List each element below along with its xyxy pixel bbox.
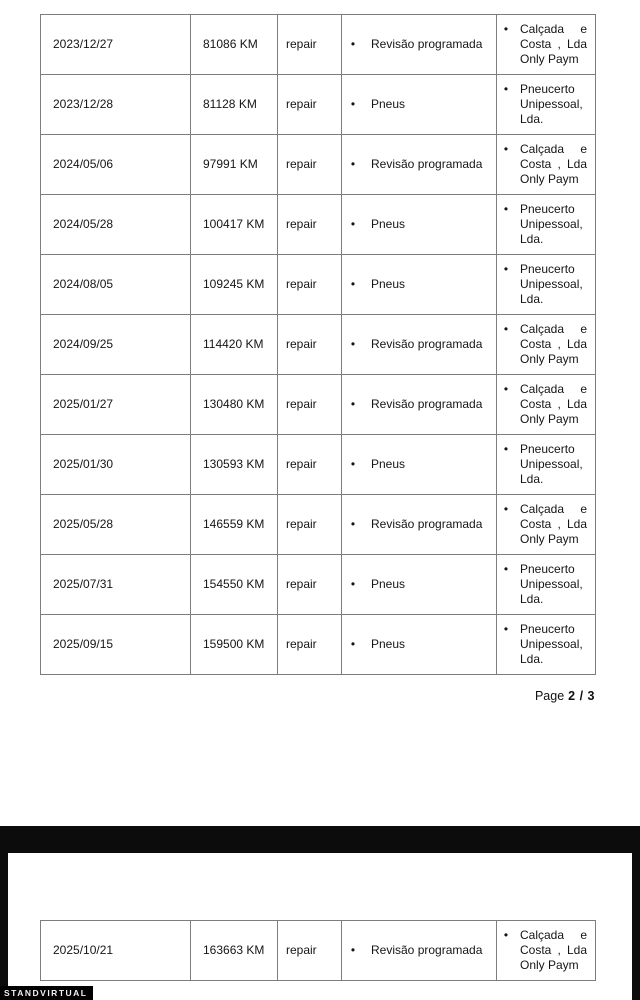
cell-kilometers: 81086 KM <box>191 15 278 75</box>
bullet-icon: • <box>503 202 509 216</box>
cell-repair-type: repair <box>278 255 342 315</box>
bullet-icon: • <box>350 457 356 471</box>
provider-label: Calçada e Costa , Lda Only Paym <box>520 928 587 972</box>
bullet-icon: • <box>350 397 356 411</box>
page-separator <box>0 826 640 853</box>
cell-kilometers: 130480 KM <box>191 375 278 435</box>
cell-service <box>342 435 497 495</box>
cell-date: 2025/01/30 <box>41 435 191 495</box>
cell-date: 2024/08/05 <box>41 255 191 315</box>
cell-service <box>342 195 497 255</box>
table-row <box>41 315 596 375</box>
provider-label: Pneucerto Unipessoal, Lda. <box>520 442 583 486</box>
service-history-table-continued <box>40 920 596 981</box>
provider-label: Pneucerto Unipessoal, Lda. <box>520 622 583 666</box>
provider-label: Pneucerto Unipessoal, Lda. <box>520 82 583 126</box>
cell-repair-type: repair <box>278 195 342 255</box>
table-row <box>41 435 596 495</box>
cell-date: 2025/05/28 <box>41 495 191 555</box>
pdf-page-3 <box>8 853 632 1000</box>
bullet-icon: • <box>350 277 356 291</box>
cell-provider <box>497 15 596 75</box>
table-row <box>41 615 596 675</box>
provider-label: Calçada e Costa , Lda Only Paym <box>520 382 587 426</box>
page-number-value: 2 / 3 <box>568 689 595 703</box>
cell-date: 2025/01/27 <box>41 375 191 435</box>
cell-repair-type: repair <box>278 435 342 495</box>
bullet-icon: • <box>503 382 509 396</box>
service-label: Revisão programada <box>371 517 483 531</box>
cell-service <box>342 555 497 615</box>
page-number <box>40 689 595 703</box>
cell-kilometers: 81128 KM <box>191 75 278 135</box>
cell-repair-type: repair <box>278 135 342 195</box>
cell-provider <box>497 495 596 555</box>
cell-repair-type: repair <box>278 315 342 375</box>
service-history-rows <box>41 15 596 675</box>
cell-date: 2024/05/28 <box>41 195 191 255</box>
service-history-table <box>40 14 596 675</box>
bullet-icon: • <box>503 82 509 96</box>
cell-kilometers: 114420 KM <box>191 315 278 375</box>
cell-service <box>342 495 497 555</box>
service-history-rows-continued <box>41 921 596 981</box>
provider-label: Pneucerto Unipessoal, Lda. <box>520 202 583 246</box>
bullet-icon: • <box>350 337 356 351</box>
cell-date: 2023/12/27 <box>41 15 191 75</box>
provider-label: Calçada e Costa , Lda Only Paym <box>520 142 587 186</box>
cell-repair-type: repair <box>278 495 342 555</box>
cell-date: 2024/09/25 <box>41 315 191 375</box>
cell-service <box>342 315 497 375</box>
cell-service <box>342 135 497 195</box>
watermark-logo: STANDVIRTUAL <box>0 986 93 1000</box>
cell-kilometers: 100417 KM <box>191 195 278 255</box>
table-row <box>41 375 596 435</box>
table-row <box>41 135 596 195</box>
cell-provider <box>497 615 596 675</box>
cell-repair-type: repair <box>278 15 342 75</box>
table-row <box>41 555 596 615</box>
table-row <box>41 255 596 315</box>
cell-service <box>342 375 497 435</box>
bullet-icon: • <box>503 262 509 276</box>
cell-service <box>342 921 497 981</box>
cell-provider <box>497 315 596 375</box>
cell-provider <box>497 921 596 981</box>
service-label: Pneus <box>371 97 406 111</box>
bullet-icon: • <box>350 37 356 51</box>
cell-date: 2025/09/15 <box>41 615 191 675</box>
bullet-icon: • <box>350 217 356 231</box>
cell-provider <box>497 555 596 615</box>
bullet-icon: • <box>503 142 509 156</box>
table-row <box>41 75 596 135</box>
bullet-icon: • <box>503 22 509 36</box>
cell-kilometers: 97991 KM <box>191 135 278 195</box>
service-label: Pneus <box>371 217 406 231</box>
provider-label: Pneucerto Unipessoal, Lda. <box>520 262 583 306</box>
service-label: Revisão programada <box>371 397 483 411</box>
table-row <box>41 15 596 75</box>
service-label: Pneus <box>371 637 406 651</box>
cell-provider <box>497 435 596 495</box>
table-row <box>41 195 596 255</box>
provider-label: Pneucerto Unipessoal, Lda. <box>520 562 583 606</box>
bullet-icon: • <box>350 157 356 171</box>
service-label: Pneus <box>371 277 406 291</box>
service-label: Revisão programada <box>371 157 483 171</box>
cell-repair-type: repair <box>278 75 342 135</box>
cell-repair-type: repair <box>278 921 342 981</box>
cell-kilometers: 159500 KM <box>191 615 278 675</box>
bullet-icon: • <box>350 97 356 111</box>
table-row <box>41 921 596 981</box>
bullet-icon: • <box>503 562 509 576</box>
cell-kilometers: 163663 KM <box>191 921 278 981</box>
bullet-icon: • <box>503 322 509 336</box>
bullet-icon: • <box>503 442 509 456</box>
cell-service <box>342 75 497 135</box>
provider-label: Calçada e Costa , Lda Only Paym <box>520 322 587 366</box>
cell-date: 2023/12/28 <box>41 75 191 135</box>
cell-provider <box>497 135 596 195</box>
cell-date: 2025/07/31 <box>41 555 191 615</box>
bullet-icon: • <box>503 502 509 516</box>
cell-service <box>342 255 497 315</box>
bullet-icon: • <box>503 928 509 942</box>
bullet-icon: • <box>350 517 356 531</box>
cell-date: 2025/10/21 <box>41 921 191 981</box>
bullet-icon: • <box>350 637 356 651</box>
page-number-label: Page <box>534 689 565 703</box>
bullet-icon: • <box>350 577 356 591</box>
cell-kilometers: 130593 KM <box>191 435 278 495</box>
service-label: Revisão programada <box>371 337 483 351</box>
cell-provider <box>497 375 596 435</box>
provider-label: Calçada e Costa , Lda Only Paym <box>520 22 587 66</box>
service-label: Pneus <box>371 577 406 591</box>
cell-repair-type: repair <box>278 375 342 435</box>
cell-provider <box>497 75 596 135</box>
provider-label: Calçada e Costa , Lda Only Paym <box>520 502 587 546</box>
cell-provider <box>497 255 596 315</box>
cell-service <box>342 15 497 75</box>
cell-service <box>342 615 497 675</box>
cell-repair-type: repair <box>278 555 342 615</box>
cell-repair-type: repair <box>278 615 342 675</box>
service-label: Revisão programada <box>371 37 483 51</box>
cell-kilometers: 109245 KM <box>191 255 278 315</box>
cell-provider <box>497 195 596 255</box>
bullet-icon: • <box>350 943 356 957</box>
cell-date: 2024/05/06 <box>41 135 191 195</box>
table-row <box>41 495 596 555</box>
bullet-icon: • <box>503 622 509 636</box>
service-label: Pneus <box>371 457 406 471</box>
service-label: Revisão programada <box>371 943 483 957</box>
cell-kilometers: 146559 KM <box>191 495 278 555</box>
cell-kilometers: 154550 KM <box>191 555 278 615</box>
